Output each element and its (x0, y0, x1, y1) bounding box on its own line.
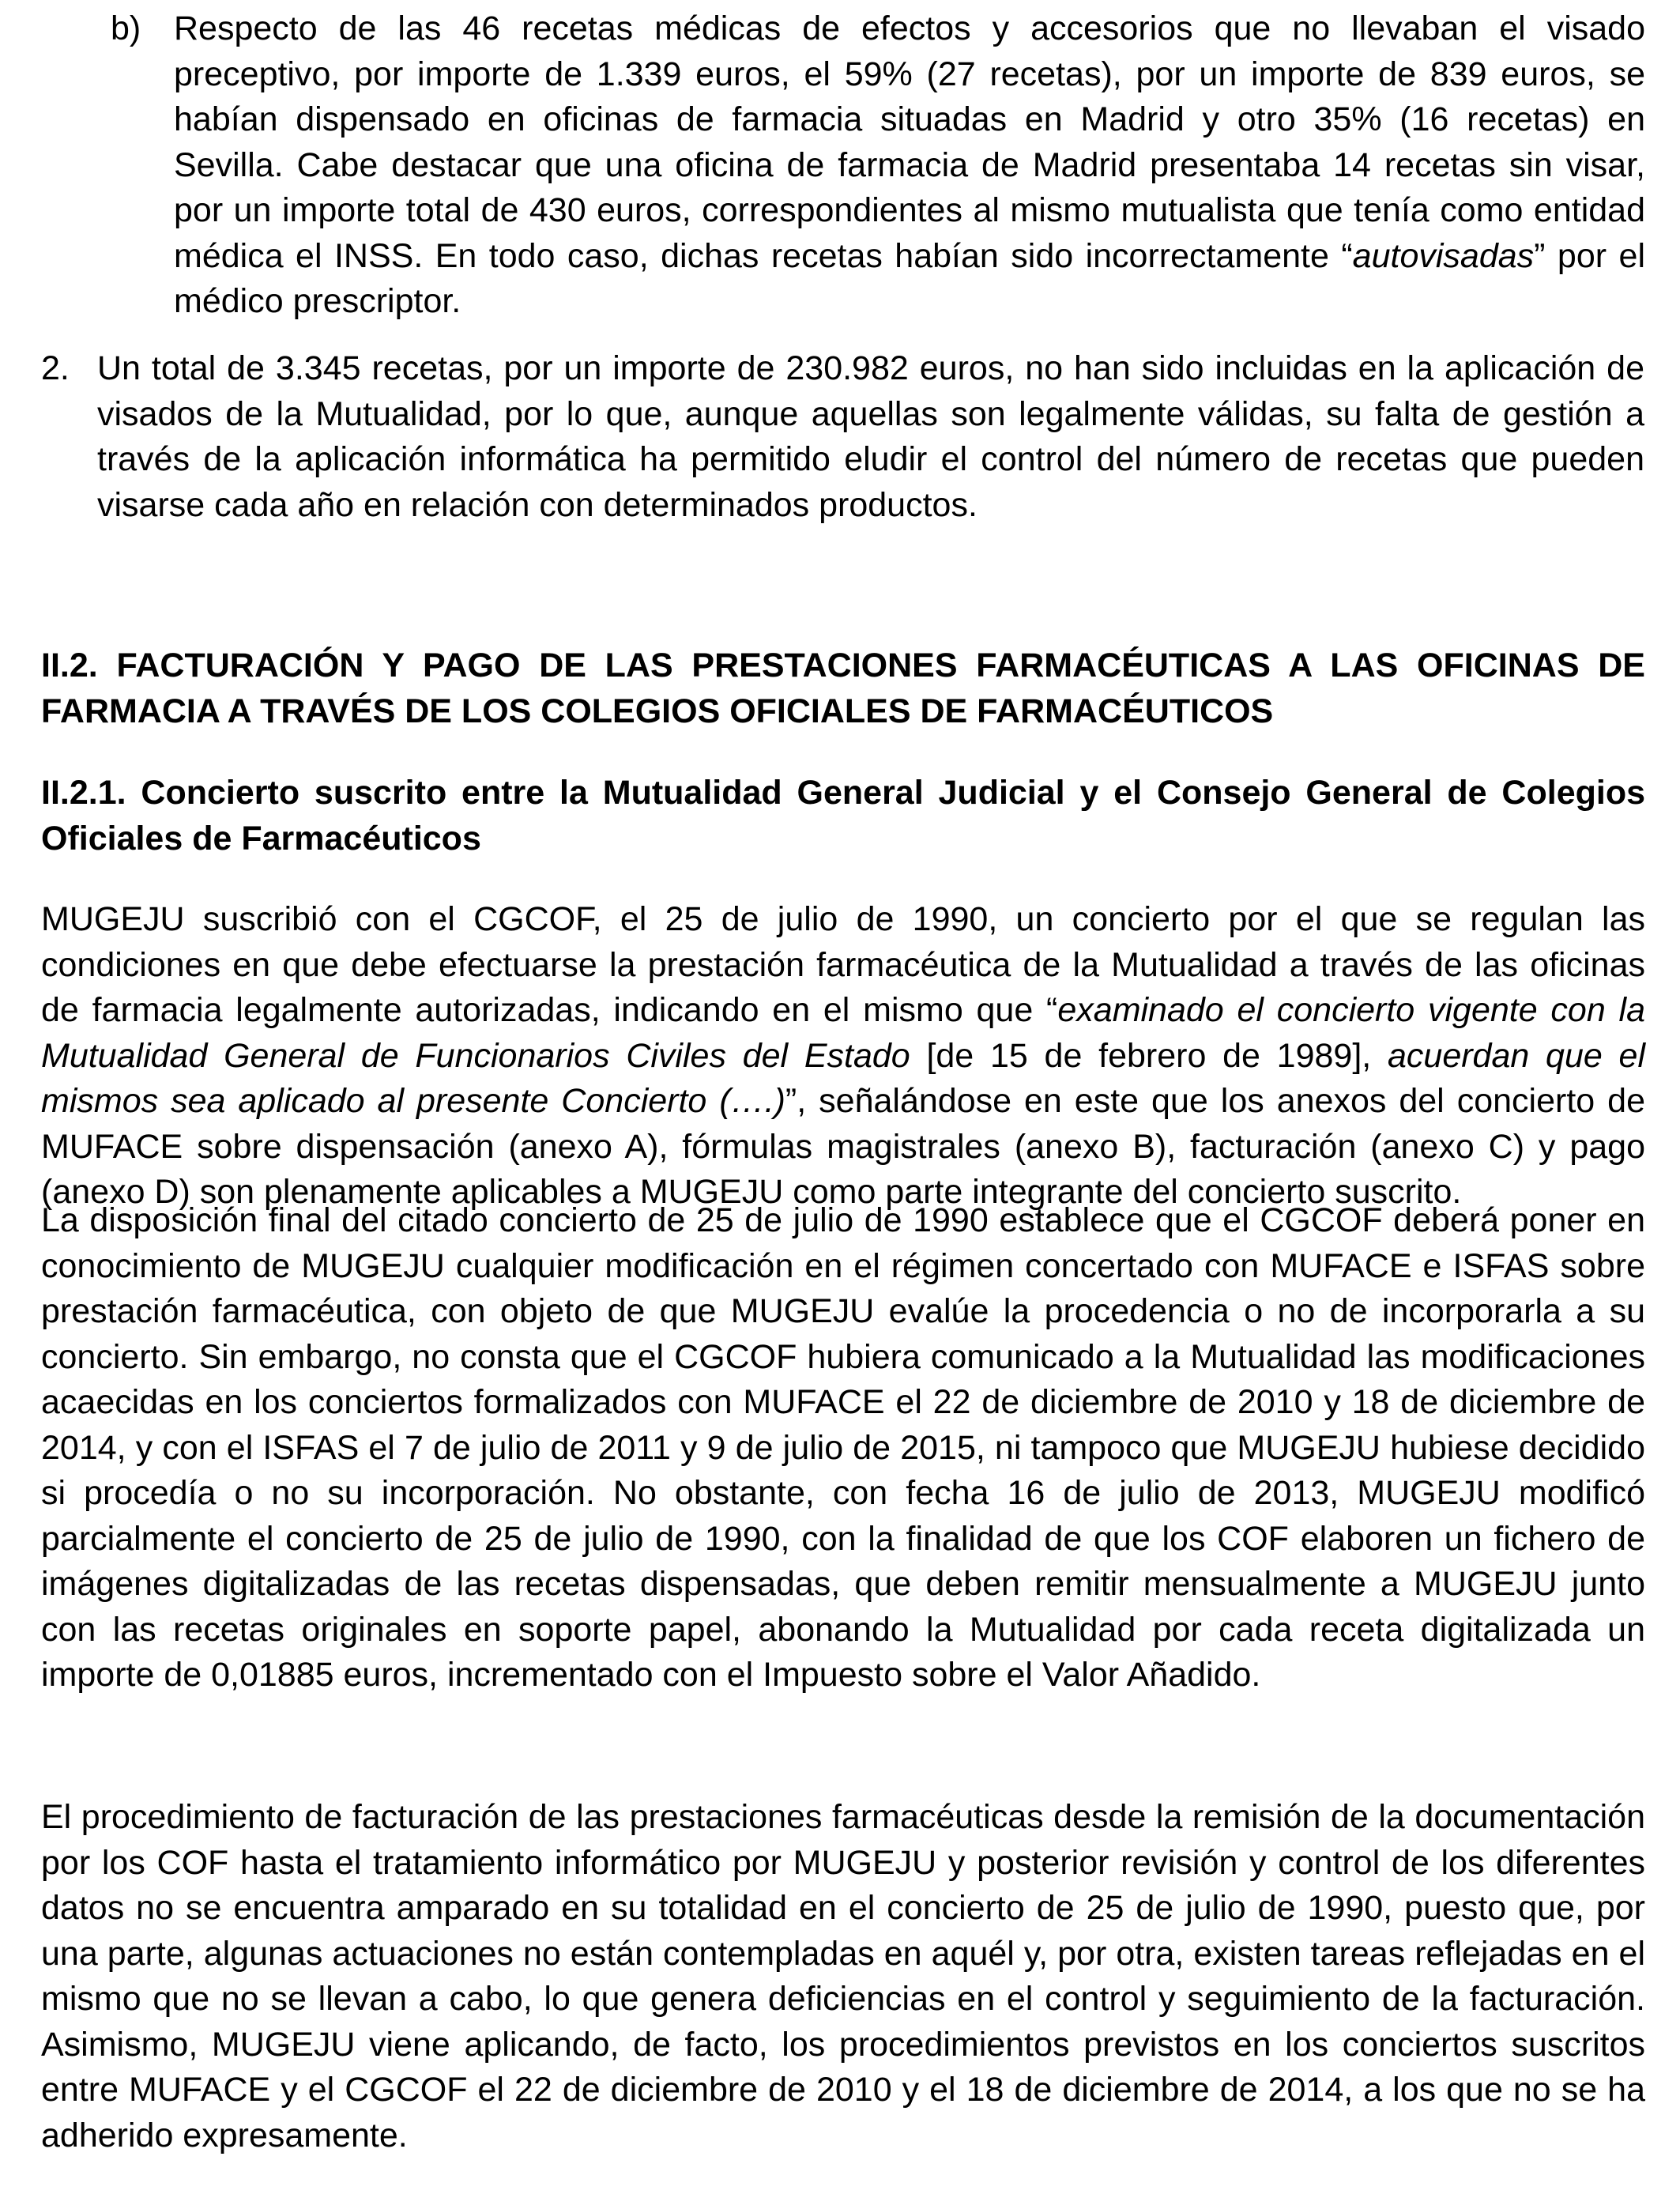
list-item-b-text-part-1: Respecto de las 46 recetas médicas de efectos y accesorios que no llevaban el visado preceptivo, por importe de 1.339 euros, el 59% (27 recetas), por un importe de 839 euros, se habían dispensado en oficinas de farmacia situadas en Madrid y otro 35% (16 recetas) en Sevilla. Cabe destacar que una oficina de farmacia de Madrid presentaba 14 recetas sin visar, por un importe total de 430 euros, correspondientes al mismo mutualista que tenía como entidad médica el INSS. En todo caso, dichas recetas habían sido incorrectamente “ (174, 9, 1645, 275)
list-item-2-text: Un total de 3.345 recetas, por un importe de 230.982 euros, no han sido incluidas en la aplicación de visados de la Mutualidad, por lo que, aunque aquellas son legalmente válidas, su falta de gestión a través de la aplicación informática ha permitido eludir el control del número de recetas que pueden visarse cada año en relación con determinados productos. (97, 349, 1644, 524)
paragraph-2: La disposición final del citado concierto de 25 de julio de 1990 establece que el CGCOF deberá poner en conocimiento de MUGEJU cualquier modificación en el régimen concertado con MUFACE e ISFAS sobre prestación farmacéutica, con objeto de que MUGEJU evalúe la procedencia o no de incorporarla a su concierto. Sin embargo, no consta que el CGCOF hubiera comunicado a la Mutualidad las modificaciones acaecidas en los conciertos formalizados con MUFACE el 22 de diciembre de 2010 y 18 de diciembre de 2014, y con el ISFAS el 7 de julio de 2011 y 9 de julio de 2015, ni tampoco que MUGEJU hubiese decidido si procedía o no su incorporación. No obstante, con fecha 16 de julio de 2013, MUGEJU modificó parcialmente el concierto de 25 de julio de 1990, con la finalidad de que los COF elaboren un fichero de imágenes digitalizadas de las recetas dispensadas, que deben remitir mensualmente a MUGEJU junto con las recetas originales en soporte papel, abonando la Mutualidad por cada receta digitalizada un importe de 0,01885 euros, incrementado con el Impuesto sobre el Valor Añadido. (41, 1201, 1645, 1694)
list-item-b-italic-term: autovisadas (1352, 236, 1535, 275)
paragraph-1-quote-italic-1: examinado el concierto vigente con la Mutualidad General de Funcionarios Civiles del Estado (41, 991, 1645, 1075)
list-marker-b: b) (111, 9, 141, 47)
subsection-heading: II.2.1. Concierto suscrito entre la Mutualidad General Judicial y el Consejo General de Colegios Oficiales de Farmacéuticos (41, 774, 1645, 858)
list-marker-2: 2. (41, 349, 70, 387)
paragraph-3: El procedimiento de facturación de las prestaciones farmacéuticas desde la remisión de la documentación por los COF hasta el tratamiento informático por MUGEJU y posterior revisión y control de los diferentes datos no se encuentra amparado en su totalidad en el concierto de 25 de julio de 1990, puesto que, por una parte, algunas actuaciones no están contempladas en aquél y, por otra, existen tareas reflejadas en el mismo que no se llevan a cabo, lo que genera deficiencias en el control y seguimiento de la facturación. Asimismo, MUGEJU viene aplicando, de facto, los procedimientos previstos en los conciertos suscritos entre MUFACE y el CGCOF el 22 de diciembre de 2010 y el 18 de diciembre de 2014, a los que no se ha adherido expresamente. (41, 1798, 1645, 2154)
section-heading: II.2. FACTURACIÓN Y PAGO DE LAS PRESTACIONES FARMACÉUTICAS A LAS OFICINAS DE FARMACIA A TRAVÉS DE LOS COLEGIOS OFICIALES DE FARMACÉUTICOS (41, 647, 1645, 730)
paragraph-1 (41, 897, 1645, 1216)
paragraph-1-quote-italic-2: acuerdan que el mismos sea aplicado al presente Concierto (….) (41, 1036, 1645, 1120)
paragraph-1-part-a: MUGEJU suscribió con el CGCOF, el 25 de julio de 1990, un concierto por el que se regulan las condiciones en que debe efectuarse la prestación farmacéutica de la Mutualidad a través de las oficinas de farmacia legalmente autorizadas, indicando en el mismo que “ (41, 900, 1645, 1029)
list-item-b-text-part-2: ” por el médico prescriptor. (174, 236, 1645, 320)
paragraph-1-part-e: ”, señalándose en este que los anexos del concierto de MUFACE sobre dispensación (anexo A), fórmulas magistrales (anexo B), facturación (anexo C) y pago (anexo D) son plenamente aplicables a MUGEJU como parte integrante del concierto suscrito. (41, 1082, 1645, 1211)
paragraph-1-part-c: [de 15 de febrero de 1989], (910, 1036, 1388, 1075)
list-item-b-text (174, 6, 1645, 325)
